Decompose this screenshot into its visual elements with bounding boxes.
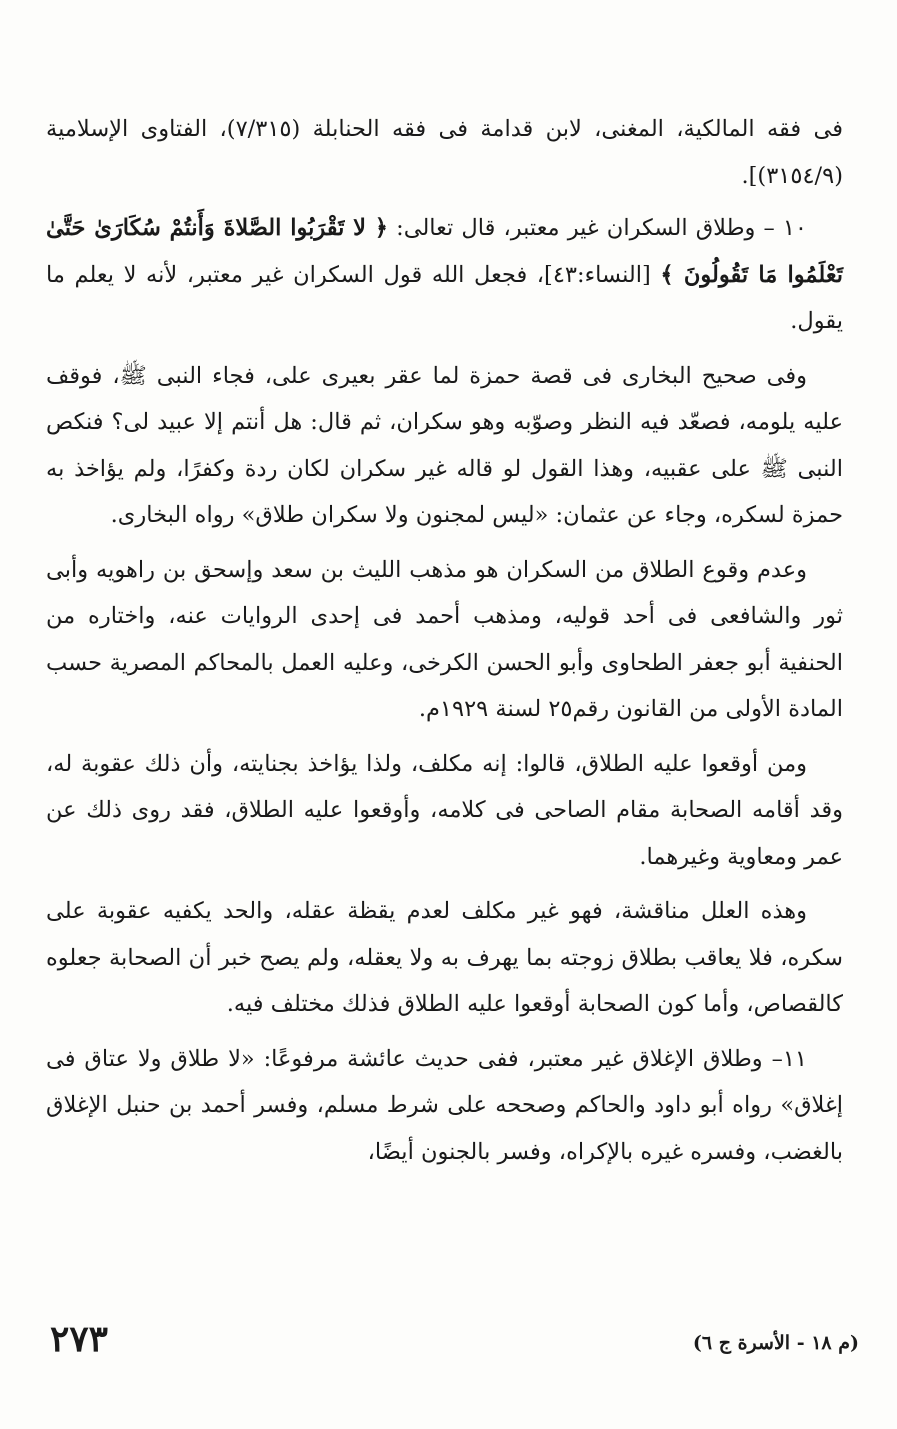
text-segment: [النساء:٤٣]، فجعل الله قول السكران غير معتبر، لأنه لا يعلم ما يقول. bbox=[46, 261, 843, 334]
text-segment: وعدم وقوع الطلاق من السكران هو مذهب الليث بن سعد وإسحق بن راهويه وأبى ثور والشافعى فى أحد قوليه، ومذهب أحمد فى إحدى الروايات عنه، واختاره من الحنفية أبو جعفر الطحاوى وأبو الحسن الكرخى، وعليه العمل بالمحاكم المصرية حسب المادة الأولى من القانون رقم٢٥ لسنة ١٩٢٩م. bbox=[46, 556, 843, 722]
paragraph-6 bbox=[46, 1036, 843, 1176]
text-segment: ومن أوقعوا عليه الطلاق، قالوا: إنه مكلف، ولذا يؤاخذ بجنايته، وأن ذلك عقوبة له، وقد أقامه الصحابة مقام الصاحى فى كلامه، وأوقعوا عليه الطلاق، فقد روى ذلك عن عمر ومعاوية وغيرهما. bbox=[46, 750, 843, 870]
text-segment: وهذه العلل مناقشة، فهو غير مكلف لعدم يقظة عقله، والحد يكفيه عقوبة على سكره، فلا يعاقب بطلاق زوجته بما يهرف به ولا يعقله، ولم يصح خبر أن الصحابة جعلوه كالقصاص، وأما كون الصحابة أوقعوا عليه الطلاق فذلك مختلف فيه. bbox=[46, 898, 843, 1017]
chapter-reference: (م ١٨ - الأسرة ج ٦) bbox=[692, 1332, 859, 1354]
page-number: ٢٧٣ bbox=[50, 1318, 109, 1360]
text-segment: ١١– وطلاق الإغلاق غير معتبر، ففى حديث عائشة مرفوعًا: «لا طلاق ولا عتاق فى إغلاق» رواه أبو داود والحاكم وصححه على شرط مسلم، وفسر أحمد بن حنبل الإغلاق بالغضب، وفسره غيره بالإكراه، وفسر بالجنون أيضًا، bbox=[46, 1045, 843, 1165]
paragraph-5 bbox=[46, 888, 843, 1028]
paragraph-1 bbox=[46, 205, 843, 345]
text-segment: فى فقه المالكية، المغنى، لابن قدامة فى فقه الحنابلة (٧/٣١٥)، الفتاوى الإسلامية (٣١٥٤/٩)]. bbox=[46, 116, 843, 189]
paragraph-2 bbox=[46, 353, 843, 539]
paragraph-4 bbox=[46, 741, 843, 881]
text-segment: وفى صحيح البخارى فى قصة حمزة لما عقر بعيرى على، فجاء النبى ﷺ، فوقف عليه يلومه، فصعّد فيه النظر وصوّبه وهو سكران، ثم قال: هل أنتم إلا عبيد لى؟ فنكص النبى ﷺ على عقبيه، وهذا القول لو قاله غير سكران لكان ردة وكفرًا، ولم يؤاخذ به حمزة لسكره، وجاء عن عثمان: «ليس لمجنون ولا سكران طلاق» رواه البخارى. bbox=[46, 362, 843, 528]
text-segment: ١٠ – وطلاق السكران غير معتبر، قال تعالى: bbox=[388, 215, 808, 241]
paragraph-3 bbox=[46, 547, 843, 733]
body-text bbox=[46, 106, 843, 1175]
quran-verse: ﴿ لا تَقْرَبُوا الصَّلاةَ وَأَنتُمْ سُكَارَىٰ حَتَّىٰ تَعْلَمُوا مَا تَقُولُونَ ﴾ bbox=[46, 215, 843, 288]
paragraph-0 bbox=[46, 106, 843, 199]
